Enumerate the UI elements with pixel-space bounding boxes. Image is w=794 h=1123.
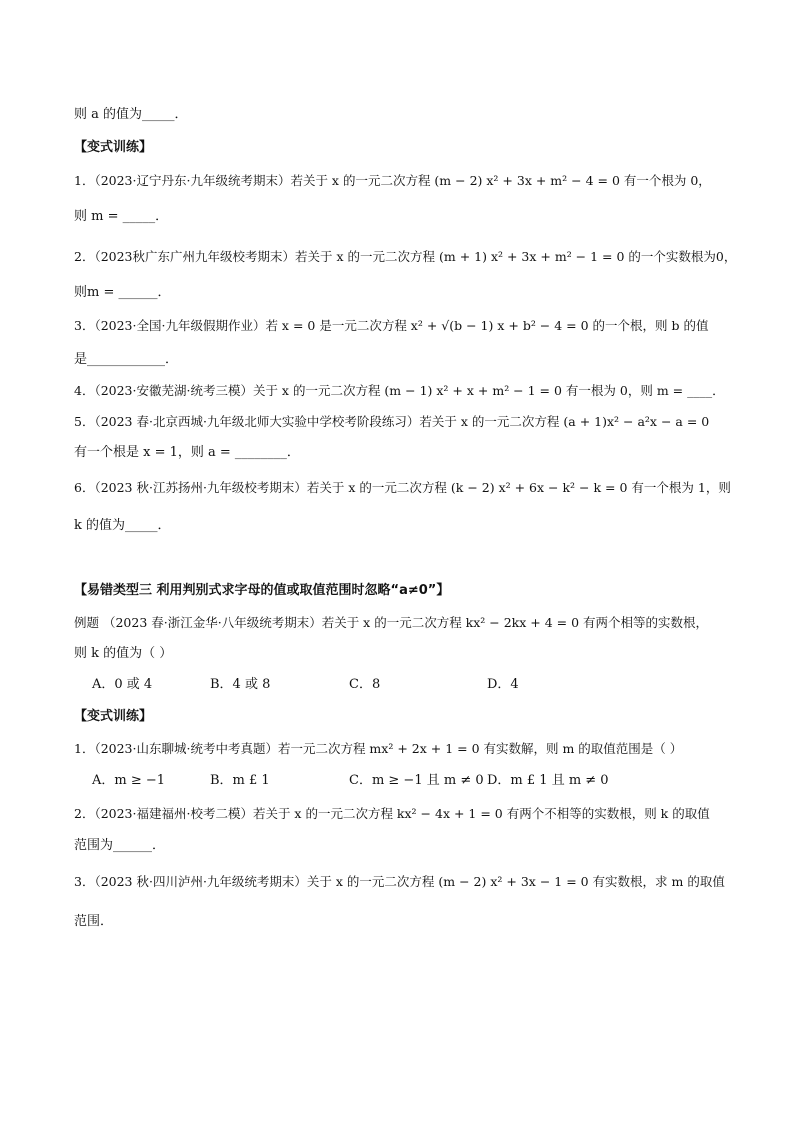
option-c: C．m ≥ −1 且 m ≠ 0	[349, 773, 484, 788]
text-line: 则m = ______．	[74, 285, 171, 300]
section-label: 【变式训练】	[74, 140, 153, 155]
text-line: 3．（2023 秋·四川泸州·九年级统考期末）关于 x 的一元二次方程 (m − 2) x² + 3x − 1 = 0 有实数根，求 m 的取值	[74, 874, 725, 889]
example-line: 例题 （2023 春·浙江金华·八年级统考期末）若关于 x 的一元二次方程 kx² − 2kx + 4 = 0 有两个相等的实数根，	[74, 615, 709, 630]
text-line: 3．（2023·全国·九年级假期作业）若 x = 0 是一元二次方程 x² + √(b − 1) x + b² − 4 = 0 的一个根，则 b 的值	[74, 318, 709, 333]
text-line: k 的值为_____．	[74, 518, 171, 533]
option-a: A．m ≥ −1	[92, 773, 166, 788]
text-line: 有一个根是 x = 1，则 a = ________．	[74, 445, 300, 460]
text-line: 4．（2023·安徽芜湖·统考三模）关于 x 的一元二次方程 (m − 1) x² + x + m² − 1 = 0 有一根为 0，则 m = ____．	[74, 383, 725, 398]
option-d: D．4	[487, 677, 519, 692]
text-line: 是____________．	[74, 352, 179, 367]
option-b: B．4 或 8	[210, 677, 271, 692]
section-label: 【变式训练】	[74, 709, 153, 724]
text-line: 5．（2023 春·北京西城·九年级北师大实验中学校考阶段练习）若关于 x 的一元二次方程 (a + 1)x² − a²x − a = 0	[74, 414, 710, 429]
text-line: 则 m = _____．	[74, 209, 169, 224]
option-c: C．8	[349, 677, 381, 692]
option-d: D．m £ 1 且 m ≠ 0	[487, 773, 609, 788]
text-line: 范围为______．	[74, 838, 166, 853]
text-line: 6．（2023 秋·江苏扬州·九年级校考期末）若关于 x 的一元二次方程 (k − 2) x² + 6x − k² − k = 0 有一个根为 1，则	[74, 480, 731, 495]
text-line: 则 a 的值为_____．	[74, 107, 188, 122]
option-b: B．m £ 1	[210, 773, 270, 788]
text-line: 则 k 的值为（ ）	[74, 646, 173, 661]
text-line: 范围．	[74, 914, 114, 929]
option-a: A．0 或 4	[92, 677, 153, 692]
text-line: 2．（2023秋广东广州九年级校考期末）若关于 x 的一元二次方程 (m + 1) x² + 3x + m² − 1 = 0 的一个实数根为0，	[74, 249, 737, 264]
text-line: 2．（2023·福建福州·校考二模）若关于 x 的一元二次方程 kx² − 4x + 1 = 0 有两个不相等的实数根，则 k 的取值	[74, 806, 710, 821]
text-line: 1．（2023·辽宁丹东·九年级统考期末）若关于 x 的一元二次方程 (m − 2) x² + 3x + m² − 4 = 0 有一个根为 0，	[74, 173, 711, 188]
section-heading: 【易错类型三 利用判别式求字母的值或取值范围时忽略“a≠0”】	[74, 583, 450, 598]
text-line: 1．（2023·山东聊城·统考中考真题）若一元二次方程 mx² + 2x + 1 = 0 有实数解，则 m 的取值范围是（ ）	[74, 741, 683, 756]
